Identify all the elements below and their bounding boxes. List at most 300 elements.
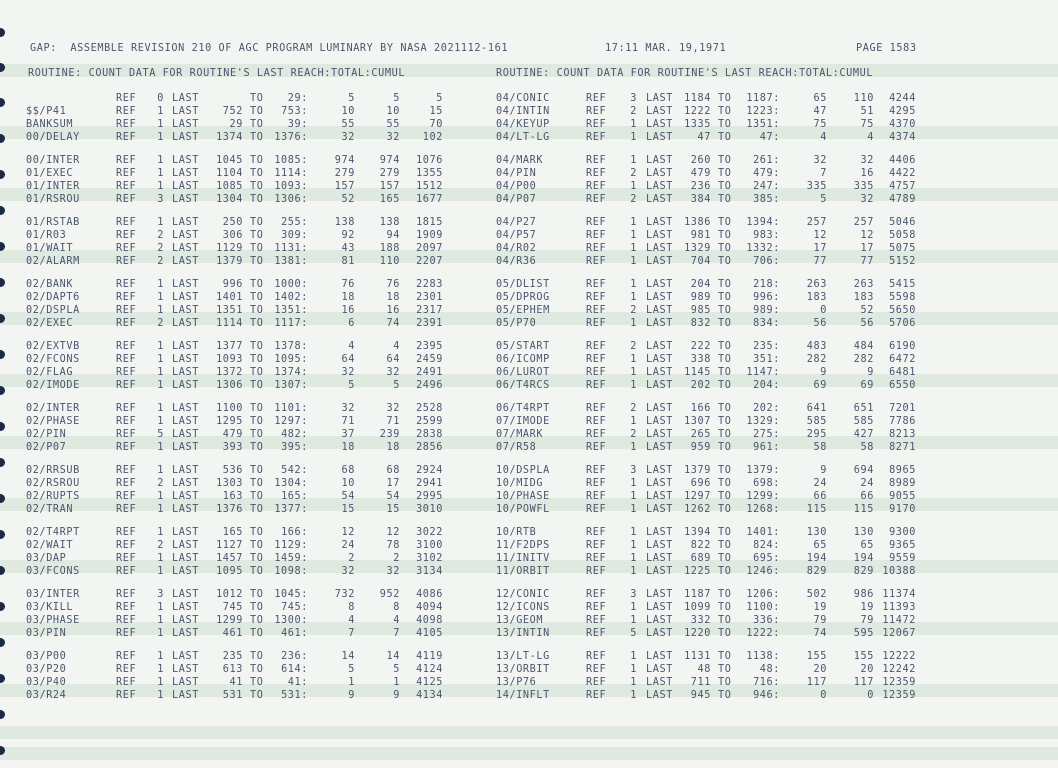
total: 5 [393,93,400,104]
routine-name: 02/RUPTS [26,491,80,502]
routine-name: 01/RSROU [26,194,80,205]
to-label: TO [718,354,732,365]
last-from: 996 [222,279,243,290]
reference-count: 1 [630,527,637,538]
last-label: LAST [172,318,199,329]
last-label: LAST [646,217,673,228]
feed-hole [0,28,5,37]
total: 110 [853,93,874,104]
routine-name: BANKSUM [26,119,74,130]
reach: 92 [341,230,355,241]
to-label: TO [250,465,264,476]
last-label: LAST [646,615,673,626]
last-label: LAST [172,155,199,166]
cumulative: 9300 [889,527,916,538]
ref-label: REF [116,106,137,117]
routine-name: 13/P76 [496,677,537,688]
to-label: TO [250,93,264,104]
total: 595 [853,628,874,639]
cumulative: 6472 [889,354,916,365]
reference-count: 1 [630,230,637,241]
total: 32 [860,155,874,166]
ref-label: REF [586,416,607,427]
cumulative: 9170 [889,504,916,515]
last-to: 351: [753,354,780,365]
last-from: 536 [222,465,243,476]
reach: 47 [813,106,827,117]
reference-count: 1 [630,553,637,564]
routine-name: 02/T4RPT [26,527,80,538]
last-to: 1187: [746,93,780,104]
last-to: 255: [281,217,308,228]
last-to: 261: [753,155,780,166]
reach: 829 [806,566,827,577]
to-label: TO [250,380,264,391]
last-to: 1138: [746,651,780,662]
cumulative: 3134 [416,566,443,577]
last-from: 1377 [216,341,243,352]
green-bar-band [0,747,1058,760]
last-label: LAST [646,465,673,476]
reference-count: 2 [630,106,637,117]
total: 16 [860,168,874,179]
ref-label: REF [116,230,137,241]
routine-name: 00/INTER [26,155,80,166]
to-label: TO [718,181,732,192]
last-to: 1045: [274,589,308,600]
routine-name: 02/EXEC [26,318,74,329]
last-from: 1379 [684,465,711,476]
total: 829 [853,566,874,577]
reference-count: 1 [157,305,164,316]
reference-count: 2 [630,429,637,440]
cumulative: 3022 [416,527,443,538]
feed-hole [0,638,5,647]
reference-count: 1 [157,677,164,688]
reach: 483 [806,341,827,352]
routine-name: 03/P00 [26,651,67,662]
routine-name: 01/R03 [26,230,67,241]
last-to: 47: [759,132,780,143]
routine-name: 03/R24 [26,690,67,701]
routine-name: 02/FCONS [26,354,80,365]
cumulative: 8213 [889,429,916,440]
ref-label: REF [586,442,607,453]
to-label: TO [250,341,264,352]
to-label: TO [718,93,732,104]
last-to: 1329: [746,416,780,427]
routine-name: 02/RSROU [26,478,80,489]
to-label: TO [250,403,264,414]
last-label: LAST [172,243,199,254]
cumulative: 7786 [889,416,916,427]
reference-count: 1 [630,664,637,675]
last-to: 1402: [274,292,308,303]
ref-label: REF [586,354,607,365]
reach: 295 [806,429,827,440]
last-to: 1114: [274,168,308,179]
total: 651 [853,403,874,414]
reference-count: 2 [630,194,637,205]
ref-label: REF [116,168,137,179]
last-to: 1394: [746,217,780,228]
last-from: 613 [222,664,243,675]
ref-label: REF [116,155,137,166]
to-label: TO [718,217,732,228]
total: 427 [853,429,874,440]
feed-hole [0,674,5,683]
last-from: 945 [690,690,711,701]
last-label: LAST [172,478,199,489]
total: 1 [393,677,400,688]
feed-hole [0,422,5,431]
ref-label: REF [586,367,607,378]
last-label: LAST [646,589,673,600]
last-to: 1147: [746,367,780,378]
last-from: 1045 [216,155,243,166]
last-label: LAST [172,341,199,352]
last-from: 461 [222,628,243,639]
ref-label: REF [116,132,137,143]
last-label: LAST [646,380,673,391]
reach: 641 [806,403,827,414]
last-to: 275: [753,429,780,440]
feed-hole [0,98,5,107]
cumulative: 4098 [416,615,443,626]
routine-name: 04/PIN [496,168,537,179]
reference-count: 1 [157,119,164,130]
total: 974 [379,155,400,166]
last-to: 1381: [274,256,308,267]
reference-count: 1 [630,690,637,701]
last-label: LAST [646,155,673,166]
routine-name: 10/DSPLA [496,465,550,476]
last-from: 711 [690,677,711,688]
last-label: LAST [172,664,199,675]
reach: 32 [341,566,355,577]
last-from: 236 [690,181,711,192]
total: 15 [386,504,400,515]
cumulative: 3100 [416,540,443,551]
to-label: TO [718,651,732,662]
last-label: LAST [172,690,199,701]
reach: 10 [341,106,355,117]
reference-count: 1 [157,566,164,577]
total: 94 [386,230,400,241]
cumulative: 1909 [416,230,443,241]
last-from: 1114 [216,318,243,329]
reference-count: 2 [630,305,637,316]
cumulative: 8965 [889,465,916,476]
routine-name: 00/DELAY [26,132,80,143]
to-label: TO [718,442,732,453]
total: 51 [860,106,874,117]
reach: 5 [348,380,355,391]
total: 9 [867,367,874,378]
ref-label: REF [586,491,607,502]
cumulative: 2097 [416,243,443,254]
total: 5 [393,380,400,391]
reach: 4 [348,341,355,352]
ref-label: REF [586,106,607,117]
last-from: 1184 [684,93,711,104]
routine-name: 13/ORBIT [496,664,550,675]
last-label: LAST [172,527,199,538]
last-to: 1085: [274,155,308,166]
to-label: TO [718,341,732,352]
last-from: 1093 [216,354,243,365]
ref-label: REF [116,367,137,378]
routine-name: 05/DLIST [496,279,550,290]
cumulative: 4105 [416,628,443,639]
total: 335 [853,181,874,192]
last-to: 29: [287,93,308,104]
routine-name: 04/P00 [496,181,537,192]
routine-name: 02/PHASE [26,416,80,427]
last-label: LAST [646,690,673,701]
last-to: 531: [281,690,308,701]
last-to: 1378: [274,341,308,352]
last-label: LAST [646,318,673,329]
total: 165 [379,194,400,205]
last-from: 1386 [684,217,711,228]
reach: 37 [341,429,355,440]
reference-count: 1 [157,628,164,639]
total: 0 [867,690,874,701]
last-label: LAST [172,615,199,626]
reference-count: 5 [157,429,164,440]
routine-name: 06/LUROT [496,367,550,378]
ref-label: REF [586,168,607,179]
routine-name: 07/IMODE [496,416,550,427]
last-from: 260 [690,155,711,166]
total: 12 [386,527,400,538]
ref-label: REF [586,380,607,391]
total: 76 [386,279,400,290]
reference-count: 1 [630,504,637,515]
last-to: 1299: [746,491,780,502]
to-label: TO [250,589,264,600]
reference-count: 1 [630,292,637,303]
last-to: 247: [753,181,780,192]
cumulative: 12067 [882,628,916,639]
to-label: TO [250,553,264,564]
routine-name: 02/FLAG [26,367,74,378]
reference-count: 1 [630,243,637,254]
last-label: LAST [646,256,673,267]
routine-name: 01/EXEC [26,168,74,179]
cumulative: 5415 [889,279,916,290]
last-label: LAST [172,305,199,316]
last-from: 479 [690,168,711,179]
cumulative: 1677 [416,194,443,205]
last-to: 1300: [274,615,308,626]
reach: 54 [341,491,355,502]
total: 155 [853,651,874,662]
reference-count: 1 [630,256,637,267]
reach: 79 [813,615,827,626]
reference-count: 1 [157,504,164,515]
to-label: TO [250,168,264,179]
cumulative: 5058 [889,230,916,241]
reach: 9 [820,367,827,378]
ref-label: REF [116,690,137,701]
last-from: 1379 [216,256,243,267]
ref-label: REF [116,380,137,391]
ref-label: REF [586,292,607,303]
ref-label: REF [586,119,607,130]
routine-name: 02/ALARM [26,256,80,267]
print-timestamp: 17:11 MAR. 19,1971 [605,43,727,54]
total: 65 [860,540,874,551]
total: 484 [853,341,874,352]
routine-name: $$/P41 [26,106,67,117]
total: 138 [379,217,400,228]
last-label: LAST [646,677,673,688]
total: 239 [379,429,400,440]
last-label: LAST [172,119,199,130]
total: 14 [386,651,400,662]
cumulative: 15 [429,106,443,117]
last-from: 959 [690,442,711,453]
reach: 43 [341,243,355,254]
to-label: TO [250,155,264,166]
to-label: TO [250,132,264,143]
reference-count: 2 [157,256,164,267]
ref-label: REF [586,478,607,489]
last-from: 204 [690,279,711,290]
reference-count: 1 [157,217,164,228]
routine-name: 13/GEOM [496,615,544,626]
cumulative: 4125 [416,677,443,688]
reference-count: 1 [630,540,637,551]
feed-hole [0,386,5,395]
ref-label: REF [116,677,137,688]
total: 18 [386,442,400,453]
reach: 24 [813,478,827,489]
reference-count: 1 [157,491,164,502]
routine-name: 12/CONIC [496,589,550,600]
reference-count: 1 [630,677,637,688]
ref-label: REF [586,243,607,254]
reach: 279 [334,168,355,179]
total: 157 [379,181,400,192]
last-label: LAST [646,527,673,538]
ref-label: REF [116,527,137,538]
last-from: 1131 [684,651,711,662]
routine-name: 02/IMODE [26,380,80,391]
reference-count: 1 [630,318,637,329]
routine-name: 02/TRAN [26,504,74,515]
last-to: 482: [281,429,308,440]
reach: 5 [820,194,827,205]
last-from: 163 [222,491,243,502]
routine-name: 10/PHASE [496,491,550,502]
last-to: 1351: [746,119,780,130]
last-label: LAST [646,93,673,104]
ref-label: REF [116,416,137,427]
last-to: 235: [753,341,780,352]
reach: 155 [806,651,827,662]
last-from: 338 [690,354,711,365]
total: 66 [860,491,874,502]
reference-count: 1 [630,217,637,228]
to-label: TO [718,132,732,143]
last-to: 1206: [746,589,780,600]
routine-name: 03/PHASE [26,615,80,626]
to-label: TO [718,628,732,639]
last-from: 1012 [216,589,243,600]
to-label: TO [250,318,264,329]
cumulative: 4119 [416,651,443,662]
last-to: 542: [281,465,308,476]
green-bar-band [0,726,1058,739]
total: 74 [386,318,400,329]
cumulative: 11374 [882,589,916,600]
to-label: TO [250,442,264,453]
total: 69 [860,380,874,391]
reach: 66 [813,491,827,502]
ref-label: REF [586,341,607,352]
routine-name: 02/PIN [26,429,67,440]
reach: 56 [813,318,827,329]
reach: 0 [820,305,827,316]
last-to: 1093: [274,181,308,192]
last-label: LAST [172,279,199,290]
ref-label: REF [586,664,607,675]
last-from: 1374 [216,132,243,143]
to-label: TO [718,416,732,427]
to-label: TO [718,478,732,489]
reach: 32 [813,155,827,166]
reference-count: 1 [157,106,164,117]
ref-label: REF [116,119,137,130]
last-label: LAST [172,217,199,228]
reference-count: 2 [630,403,637,414]
last-from: 745 [222,602,243,613]
total: 115 [853,504,874,515]
last-to: 218: [753,279,780,290]
last-from: 1303 [216,478,243,489]
cumulative: 9559 [889,553,916,564]
routine-name: 05/P70 [496,318,537,329]
last-to: 706: [753,256,780,267]
cumulative: 2528 [416,403,443,414]
to-label: TO [250,416,264,427]
last-label: LAST [172,416,199,427]
last-label: LAST [646,168,673,179]
last-label: LAST [646,403,673,414]
to-label: TO [718,527,732,538]
cumulative: 11393 [882,602,916,613]
reference-count: 1 [157,416,164,427]
last-to: 1098: [274,566,308,577]
ref-label: REF [116,491,137,502]
last-label: LAST [646,106,673,117]
cumulative: 5 [436,93,443,104]
cumulative: 4757 [889,181,916,192]
cumulative: 70 [429,119,443,130]
last-from: 222 [690,341,711,352]
last-label: LAST [646,279,673,290]
reach: 71 [341,416,355,427]
ref-label: REF [586,132,607,143]
reach: 502 [806,589,827,600]
ref-label: REF [116,181,137,192]
reach: 17 [813,243,827,254]
ref-label: REF [586,615,607,626]
reference-count: 1 [630,566,637,577]
